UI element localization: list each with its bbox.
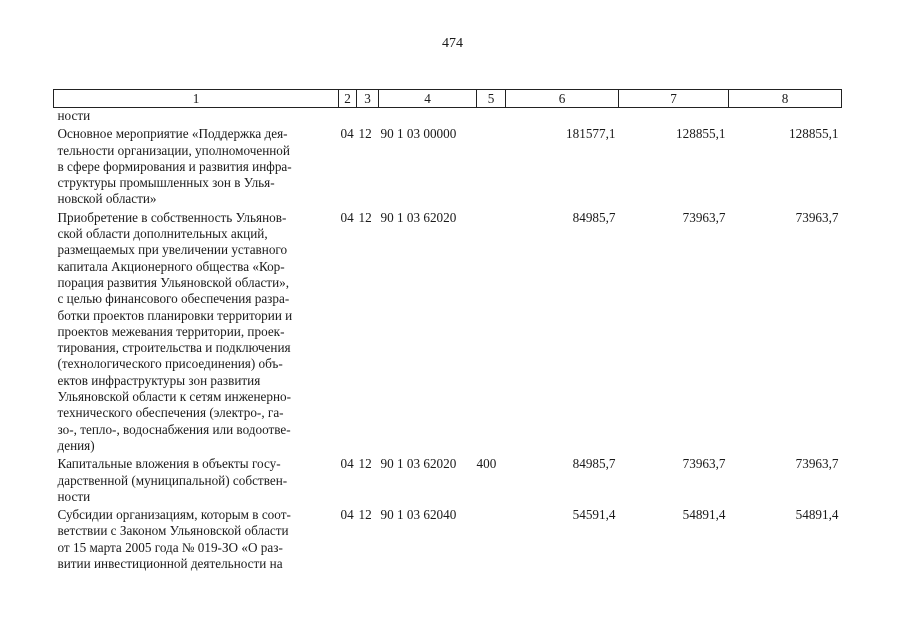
- description-line: порация развития Ульяновской области»,: [57, 274, 290, 290]
- amount-year-3: [729, 108, 842, 127]
- expense-type-code: [477, 108, 506, 127]
- table-row: [54, 108, 842, 127]
- description-line: ветствии с Законом Ульяновской области: [57, 523, 289, 539]
- subsection-code: 12: [358, 209, 372, 225]
- description-line: Основное мероприятие «Поддержка дея-: [57, 126, 288, 142]
- description-line: ности: [57, 108, 91, 123]
- description-line: дарственной (муниципальной) собствен-: [57, 472, 288, 488]
- amount-year-3: 54891,4: [795, 507, 839, 523]
- header-col-1: 1: [54, 90, 339, 108]
- section-code: 04: [340, 507, 354, 523]
- amount-year-2: 54891,4: [682, 507, 726, 523]
- table-header: [54, 90, 842, 108]
- amount-year-3: 128855,1: [789, 126, 839, 142]
- table-row: [54, 126, 842, 209]
- description-line: в сфере формирования и развития инфра-: [57, 158, 292, 174]
- description-line: тирования, строительства и подключения: [57, 340, 291, 356]
- amount-year-3: 73963,7: [795, 209, 839, 225]
- target-article-code: 90 1 03 62040: [380, 507, 457, 523]
- expense-type-code: 400: [476, 456, 497, 472]
- header-row: [54, 90, 842, 108]
- description-line: технического обеспечения (электро-, га-: [57, 405, 284, 421]
- amount-year-2: 73963,7: [682, 209, 726, 225]
- subsection-code: 12: [358, 507, 372, 523]
- header-col-3: 3: [357, 90, 379, 108]
- amount-year-2: 128855,1: [676, 126, 726, 142]
- description-line: дения): [57, 437, 95, 453]
- table-row: [54, 507, 842, 574]
- target-article-code: [379, 108, 477, 127]
- row-description: [54, 210, 339, 456]
- row-description: [54, 507, 339, 574]
- amount-year-1: [506, 108, 619, 127]
- header-col-7: 7: [619, 90, 729, 108]
- header-col-5: 5: [477, 90, 506, 108]
- description-line: структуры промышленных зон в Улья-: [57, 175, 275, 191]
- budget-table-container: [53, 89, 841, 574]
- table-body: [54, 108, 842, 575]
- description-line: витии инвестиционной деятельности на: [57, 556, 283, 572]
- budget-table: [53, 89, 842, 574]
- description-line: с целью финансового обеспечения разра-: [57, 291, 290, 307]
- amount-year-1: 84985,7: [572, 209, 616, 225]
- header-col-6: 6: [506, 90, 619, 108]
- description-line: ской области дополнительных акций,: [57, 226, 268, 242]
- amount-year-1: 84985,7: [572, 456, 616, 472]
- amount-year-2: [619, 108, 729, 127]
- header-col-4: 4: [379, 90, 477, 108]
- row-description: [54, 126, 339, 209]
- description-line: капитала Акционерного общества «Кор-: [57, 258, 285, 274]
- description-line: от 15 марта 2005 года № 019-ЗО «О раз-: [57, 539, 283, 555]
- description-line: ботки проектов планировки территории и: [57, 307, 293, 323]
- description-line: ектов инфраструктуры зон развития: [57, 372, 261, 388]
- description-line: Капитальные вложения в объекты госу-: [57, 456, 281, 472]
- section-code: 04: [340, 456, 354, 472]
- section-code: 04: [340, 126, 354, 142]
- amount-year-3: 73963,7: [795, 456, 839, 472]
- page-number: 474: [442, 36, 463, 51]
- subsection-code: 12: [358, 126, 372, 142]
- description-line: Ульяновской области к сетям инженерно-: [57, 389, 292, 405]
- row-description: [54, 456, 339, 507]
- table-row: [54, 210, 842, 456]
- description-line: новской области»: [57, 191, 157, 207]
- description-line: зо-, тепло-, водоснабжения или водоотве-: [57, 421, 291, 437]
- description-line: Приобретение в собственность Ульянов-: [57, 209, 287, 225]
- amount-year-1: 54591,4: [572, 507, 616, 523]
- amount-year-1: 181577,1: [566, 126, 616, 142]
- amount-year-2: 73963,7: [682, 456, 726, 472]
- subsection-code: 12: [358, 456, 372, 472]
- section-code: [339, 108, 357, 127]
- description-line: ности: [57, 488, 91, 504]
- description-line: тельности организации, уполномоченной: [57, 142, 290, 158]
- description-line: Субсидии организациям, которым в соот-: [57, 507, 291, 523]
- target-article-code: 90 1 03 00000: [380, 126, 457, 142]
- description-line: проектов межевания территории, проек-: [57, 323, 285, 339]
- target-article-code: 90 1 03 62020: [380, 209, 457, 225]
- expense-type-code: [477, 507, 506, 574]
- expense-type-code: [477, 126, 506, 209]
- row-description: [54, 108, 339, 127]
- header-col-2: 2: [339, 90, 357, 108]
- subsection-code: [357, 108, 379, 127]
- header-col-8: 8: [729, 90, 842, 108]
- table-row: [54, 456, 842, 507]
- description-line: размещаемых при увеличении уставного: [57, 242, 288, 258]
- target-article-code: 90 1 03 62020: [380, 456, 457, 472]
- description-line: (технологического присоединения) объ-: [57, 356, 283, 372]
- expense-type-code: [477, 210, 506, 456]
- section-code: 04: [340, 209, 354, 225]
